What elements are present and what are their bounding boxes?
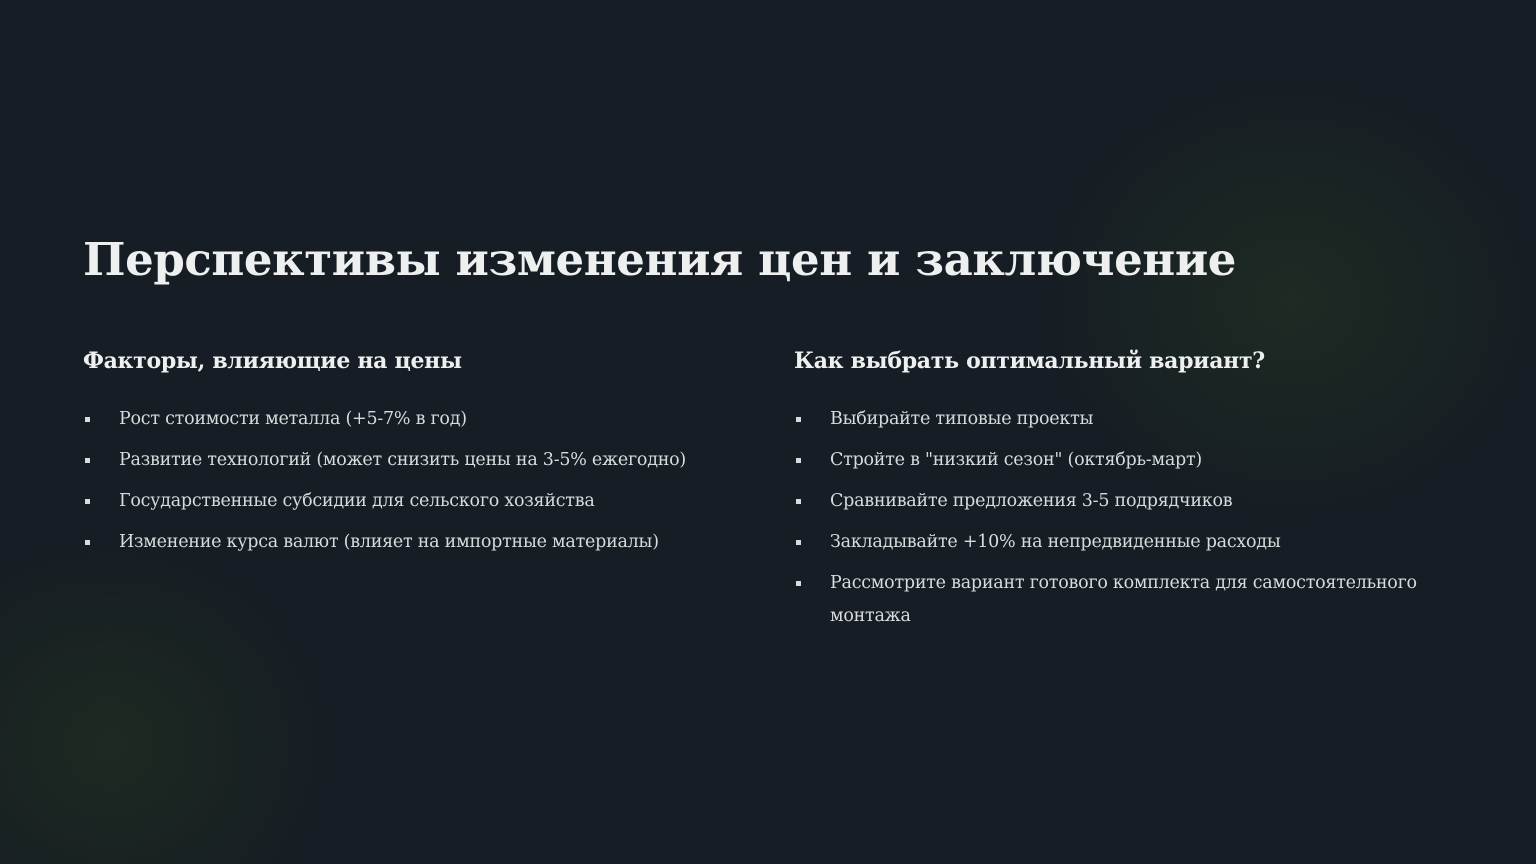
list-item: [83, 444, 743, 477]
list-item: [83, 526, 743, 559]
price-factors-list: [83, 403, 743, 559]
list-item-text: Сравнивайте предложения 3-5 подрядчиков: [830, 491, 1233, 511]
square-bullet-icon: [796, 458, 801, 463]
list-item: [794, 485, 1474, 518]
list-item: [794, 526, 1474, 559]
list-item-text: Закладывайте +10% на непредвиденные расходы: [830, 532, 1281, 552]
list-item: [83, 403, 743, 436]
choice-tips-list: [794, 403, 1474, 633]
square-bullet-icon: [85, 458, 90, 463]
price-factors-heading: Факторы, влияющие на цены: [83, 348, 462, 374]
choice-tips-heading: Как выбрать оптимальный вариант?: [794, 348, 1265, 374]
list-item: [83, 485, 743, 518]
choice-tips-section: [794, 342, 1474, 641]
square-bullet-icon: [796, 417, 801, 422]
list-item: [794, 567, 1474, 633]
list-item-text: Развитие технологий (может снизить цены на 3-5% ежегодно): [119, 450, 687, 470]
square-bullet-icon: [796, 581, 801, 586]
list-item-text: Рост стоимости металла (+5-7% в год): [119, 409, 467, 429]
square-bullet-icon: [85, 540, 90, 545]
list-item-text: Изменение курса валют (влияет на импортные материалы): [119, 532, 659, 552]
square-bullet-icon: [85, 417, 90, 422]
list-item: [794, 444, 1474, 477]
list-item-text: Стройте в "низкий сезон" (октябрь-март): [830, 450, 1202, 470]
square-bullet-icon: [796, 540, 801, 545]
page-title: Перспективы изменения цен и заключение: [83, 233, 1237, 286]
square-bullet-icon: [85, 499, 90, 504]
square-bullet-icon: [796, 499, 801, 504]
list-item-text: Рассмотрите вариант готового комплекта для самостоятельного монтажа: [830, 573, 1417, 626]
list-item-text: Выбирайте типовые проекты: [830, 409, 1094, 429]
price-factors-section: [83, 342, 743, 567]
list-item: [794, 403, 1474, 436]
list-item-text: Государственные субсидии для сельского хозяйства: [119, 491, 595, 511]
